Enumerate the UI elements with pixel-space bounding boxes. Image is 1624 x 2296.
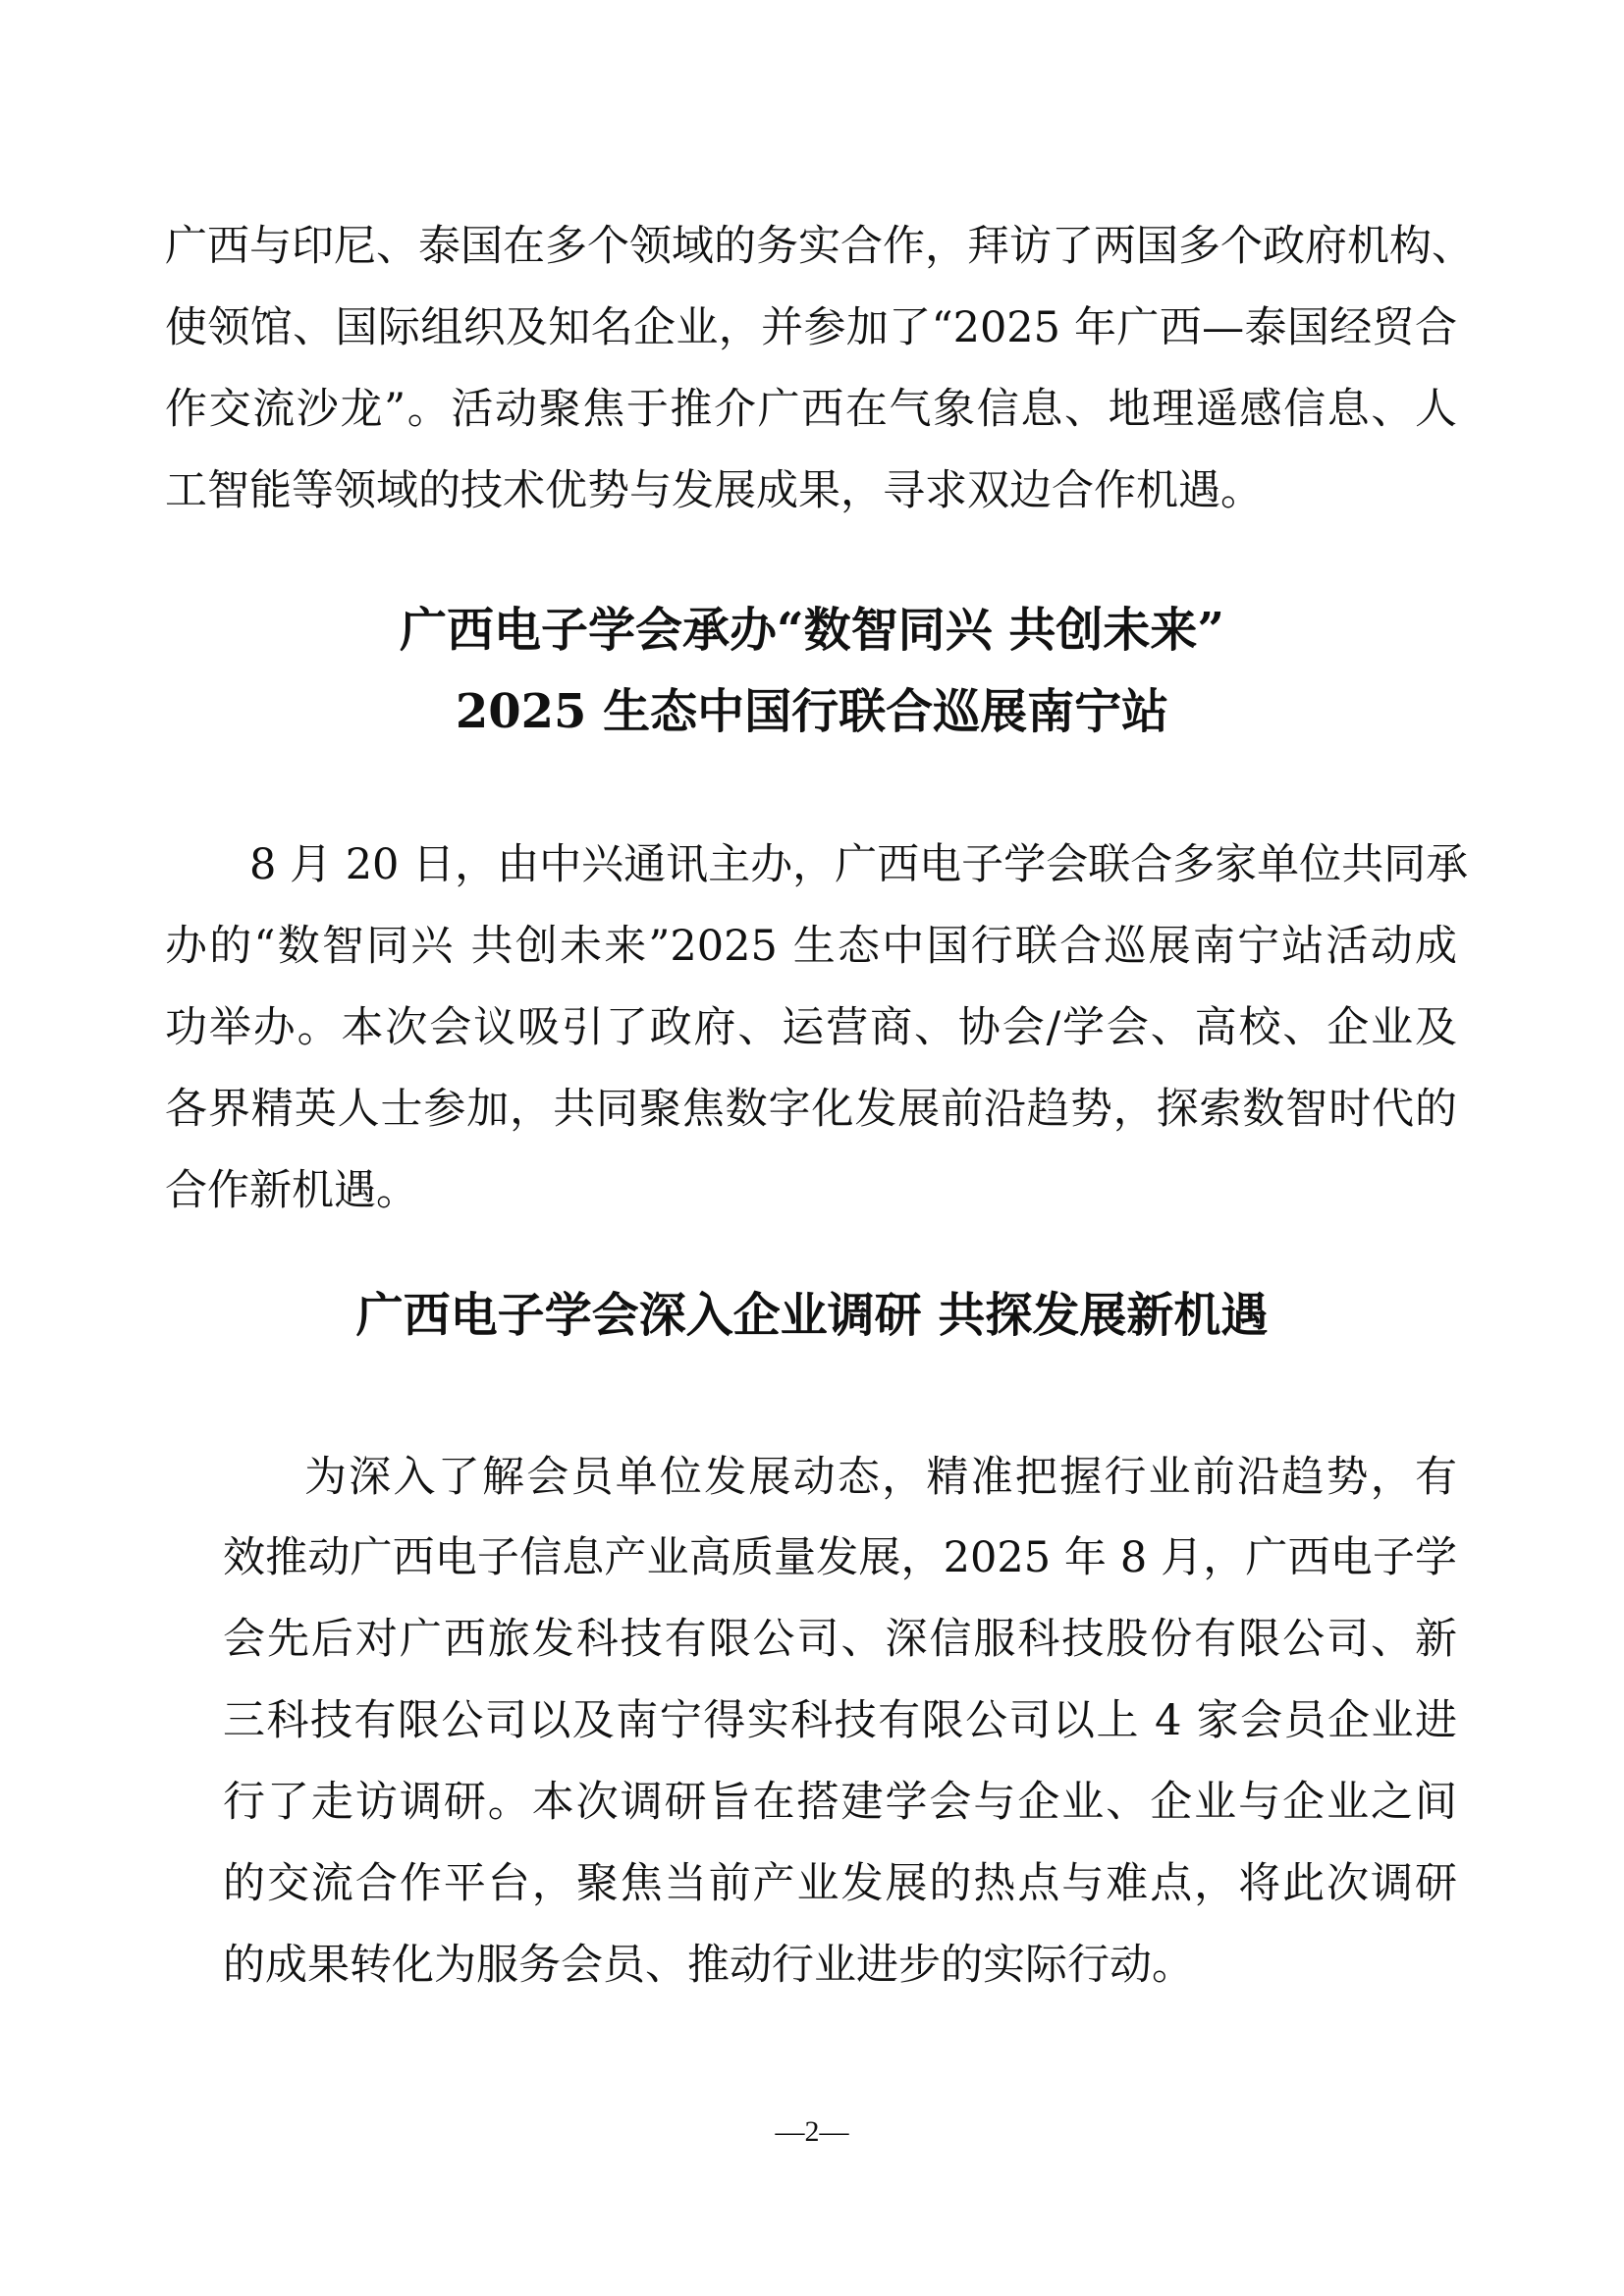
page-number: —2— [775,2115,849,2148]
paragraph-line: 使领馆、国际组织及知名企业，并参加了“2025 年广西—泰国经贸合 [165,303,1457,352]
section-title: 2025 生态中国行联合巡展南宁站 [455,684,1169,739]
paragraph-line: 三科技有限公司以及南宁得实科技有限公司以上 4 家会员企业进 [223,1696,1457,1745]
section-title: 广西电子学会承办“数智同兴 共创未来” [400,603,1224,658]
paragraph-line: 效推动广西电子信息产业高质量发展，2025 年 8 月，广西电子学 [223,1533,1457,1582]
paragraph-line: 工智能等领域的技术优势与发展成果，寻求双边合作机遇。 [165,466,1263,515]
paragraph-line: 为深入了解会员单位发展动态，精准把握行业前沿趋势，有 [304,1453,1457,1502]
paragraph-line: 功举办。本次会议吸引了政府、运营商、协会/学会、高校、企业及 [165,1003,1457,1052]
section-title: 广西电子学会深入企业调研 共探发展新机遇 [355,1288,1269,1343]
paragraph-line: 作交流沙龙”。活动聚焦于推介广西在气象信息、地理遥感信息、人 [165,385,1457,434]
paragraph-line: 广西与印尼、泰国在多个领域的务实合作，拜访了两国多个政府机构、 [165,222,1474,271]
paragraph-line: 会先后对广西旅发科技有限公司、深信服科技股份有限公司、新 [223,1615,1457,1664]
paragraph-line: 办的“数智同兴 共创未来”2025 生态中国行联合巡展南宁站活动成 [165,922,1457,971]
paragraph-line: 8 月 20 日，由中兴通讯主办，广西电子学会联合多家单位共同承 [249,840,1469,889]
paragraph-line: 的交流合作平台，聚焦当前产业发展的热点与难点，将此次调研 [223,1859,1457,1908]
paragraph-line: 的成果转化为服务会员、推动行业进步的实际行动。 [223,1941,1194,1990]
paragraph-line: 各界精英人士参加，共同聚焦数字化发展前沿趋势，探索数智时代的 [165,1085,1457,1134]
paragraph-line: 合作新机遇。 [165,1166,418,1215]
paragraph-line: 行了走访调研。本次调研旨在搭建学会与企业、企业与企业之间 [223,1778,1457,1827]
